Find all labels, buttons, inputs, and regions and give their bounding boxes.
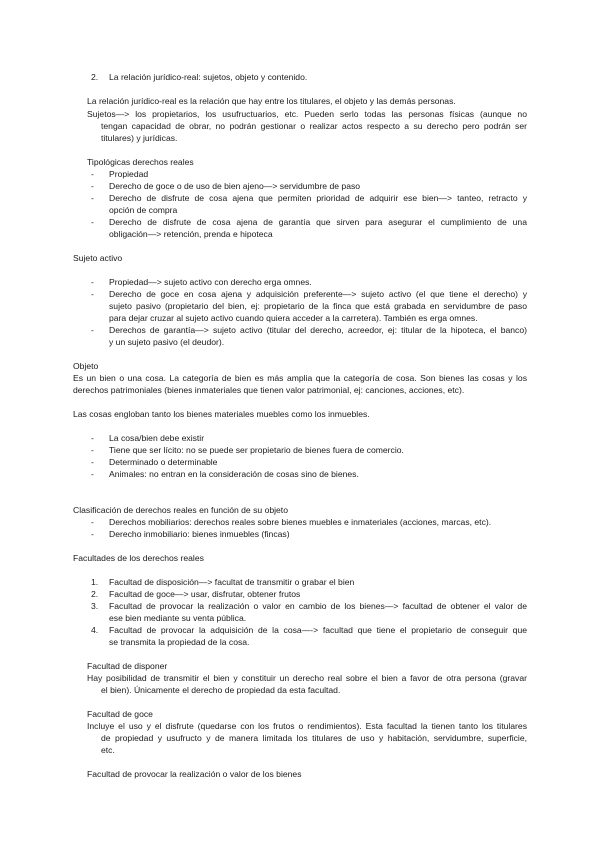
bullet-marker: - (91, 169, 94, 179)
bullet-marker: - (91, 433, 94, 443)
facultades-item-cont: ese bien mediante su venta pública. (109, 613, 247, 623)
facultades-item: Facultad de provocar la adquisición de la cosa—-> facultad que tiene el propietario de conseguir que (109, 625, 527, 635)
bullet-marker: - (91, 469, 94, 479)
tipologicas-heading: Tipológicas derechos reales (87, 157, 194, 167)
list-number: 3. (91, 601, 99, 611)
tipologicas-item-cont: obligación—> retención, prenda e hipoteca (109, 229, 273, 239)
objeto-item: Animales: no entran en la consideración de cosas sino de bienes. (109, 469, 359, 479)
tipologicas-item: Propiedad (109, 169, 149, 179)
tipologicas-item: Derecho de disfrute de cosa ajena que permiten prioridad de adquirir ese bien—> tanteo, retracto y (109, 193, 527, 203)
objeto-item: La cosa/bien debe existir (109, 433, 205, 443)
bullet-marker: - (91, 289, 94, 299)
sujeto-activo-item: Derechos de garantía—> sujeto activo (titular del derecho, acreedor, ej: titular de la hipoteca, el banco) (109, 325, 527, 335)
clasificacion-item: Derechos mobiliarios: derechos reales sobre bienes muebles e inmateriales (acciones, marcas, etc). (109, 517, 492, 527)
list-number: 4. (91, 625, 99, 635)
facultades-heading: Facultades de los derechos reales (73, 553, 204, 563)
sujetos-line-2: tengan capacidad de obrar, no podrán gestionar o realizar actos respecto a su derecho pero podrán ser (101, 121, 527, 131)
tipologicas-item: Derecho de disfrute de cosa ajena de garantía que sirven para asegurar el cumplimiento de una (109, 217, 527, 227)
sujetos-line-3: titulares) y jurídicas. (101, 133, 178, 143)
goce-heading: Facultad de goce (87, 709, 153, 719)
disponer-heading: Facultad de disponer (87, 661, 168, 671)
goce-paragraph: Incluye el uso y el disfrute (quedarse con los frutos o rendimientos). Esta facultad la tienen tanto los titulares (87, 721, 527, 731)
facultades-item-cont: se transmita la propiedad de la cosa. (109, 637, 250, 647)
bullet-marker: - (91, 325, 94, 335)
clasificacion-item: Derecho inmobiliario: bienes inmuebles (fincas) (109, 529, 290, 539)
goce-paragraph-cont: etc. (101, 745, 115, 755)
clasificacion-heading: Clasificación de derechos reales en función de su objeto (73, 505, 288, 515)
objeto-paragraph: Es un bien o una cosa. La categoría de bien es más amplia que la categoría de cosa. Son bienes las cosas y los (73, 373, 527, 383)
sujetos-line-1: Sujetos—> los propietarios, los usufructuarios, etc. Pueden serlo todas las personas físicas (aunque no (87, 109, 527, 119)
objeto-heading: Objeto (73, 361, 99, 371)
sujeto-activo-item: Propiedad—> sujeto activo con derecho erga omnes. (109, 277, 312, 287)
tipologicas-item-cont: opción de compra (109, 205, 178, 215)
facultades-item: Facultad de goce—> usar, disfrutar, obtener frutos (109, 589, 301, 599)
provocar-heading: Facultad de provocar la realización o valor de los bienes (87, 769, 302, 779)
bullet-marker: - (91, 277, 94, 287)
bullet-marker: - (91, 529, 94, 539)
list-number: 1. (91, 577, 99, 587)
objeto-item: Determinado o determinable (109, 457, 218, 467)
tipologicas-item: Derecho de goce o de uso de bien ajeno—> servidumbre de paso (109, 181, 361, 191)
bullet-marker: - (91, 517, 94, 527)
section-title: La relación jurídico-real: sujetos, objeto y contenido. (109, 72, 308, 82)
sujeto-activo-heading: Sujeto activo (73, 253, 123, 263)
bullet-marker: - (91, 181, 94, 191)
disponer-paragraph-cont: el bien). Únicamente el derecho de propiedad da esta facultad. (101, 685, 341, 695)
disponer-paragraph: Hay posibilidad de transmitir el bien y constituir un derecho real sobre el bien a favor de otra persona (gravar (87, 673, 527, 683)
sujeto-activo-item-cont: y un sujeto pasivo (el deudor). (109, 337, 225, 347)
objeto-paragraph-2: Las cosas engloban tanto los bienes materiales muebles como los inmuebles. (73, 409, 370, 419)
goce-paragraph-cont: de propiedad y usufructo y de manera limitada los titulares de uso y habitación, servidumbre, superficie, (101, 733, 527, 743)
bullet-marker: - (91, 193, 94, 203)
facultades-item: Facultad de provocar la realización o valor en cambio de los bienes—> facultad de obtener el valor de (109, 601, 527, 611)
bullet-marker: - (91, 457, 94, 467)
sujeto-activo-item: Derecho de goce en cosa ajena y adquisición preferente—> sujeto activo (el que tiene el derecho) y (109, 289, 527, 299)
objeto-item: Tiene que ser lícito: no se puede ser propietario de bienes fuera de comercio. (109, 445, 404, 455)
facultades-item: Facultad de disposición—> facultat de transmitir o grabar el bien (109, 577, 355, 587)
list-number: 2. (91, 589, 99, 599)
sujeto-activo-item-cont: sujeto pasivo (propietario del bien, ej: propietario de la finca que está grabada en servidumbre de paso (109, 301, 527, 311)
sujeto-activo-item-cont: para dejar cruzar al sujeto activo cuando quiera acceder a la carretera). También es erga omnes. (109, 313, 478, 323)
intro-paragraph: La relación jurídico-real es la relación que hay entre los titulares, el objeto y las demás personas. (87, 96, 456, 106)
objeto-paragraph-cont: derechos patrimoniales (bienes inmateriales que tienen valor patrimonial, ej: canciones, acciones, etc). (73, 385, 465, 395)
bullet-marker: - (91, 445, 94, 455)
section-number: 2. (91, 72, 99, 82)
bullet-marker: - (91, 217, 94, 227)
